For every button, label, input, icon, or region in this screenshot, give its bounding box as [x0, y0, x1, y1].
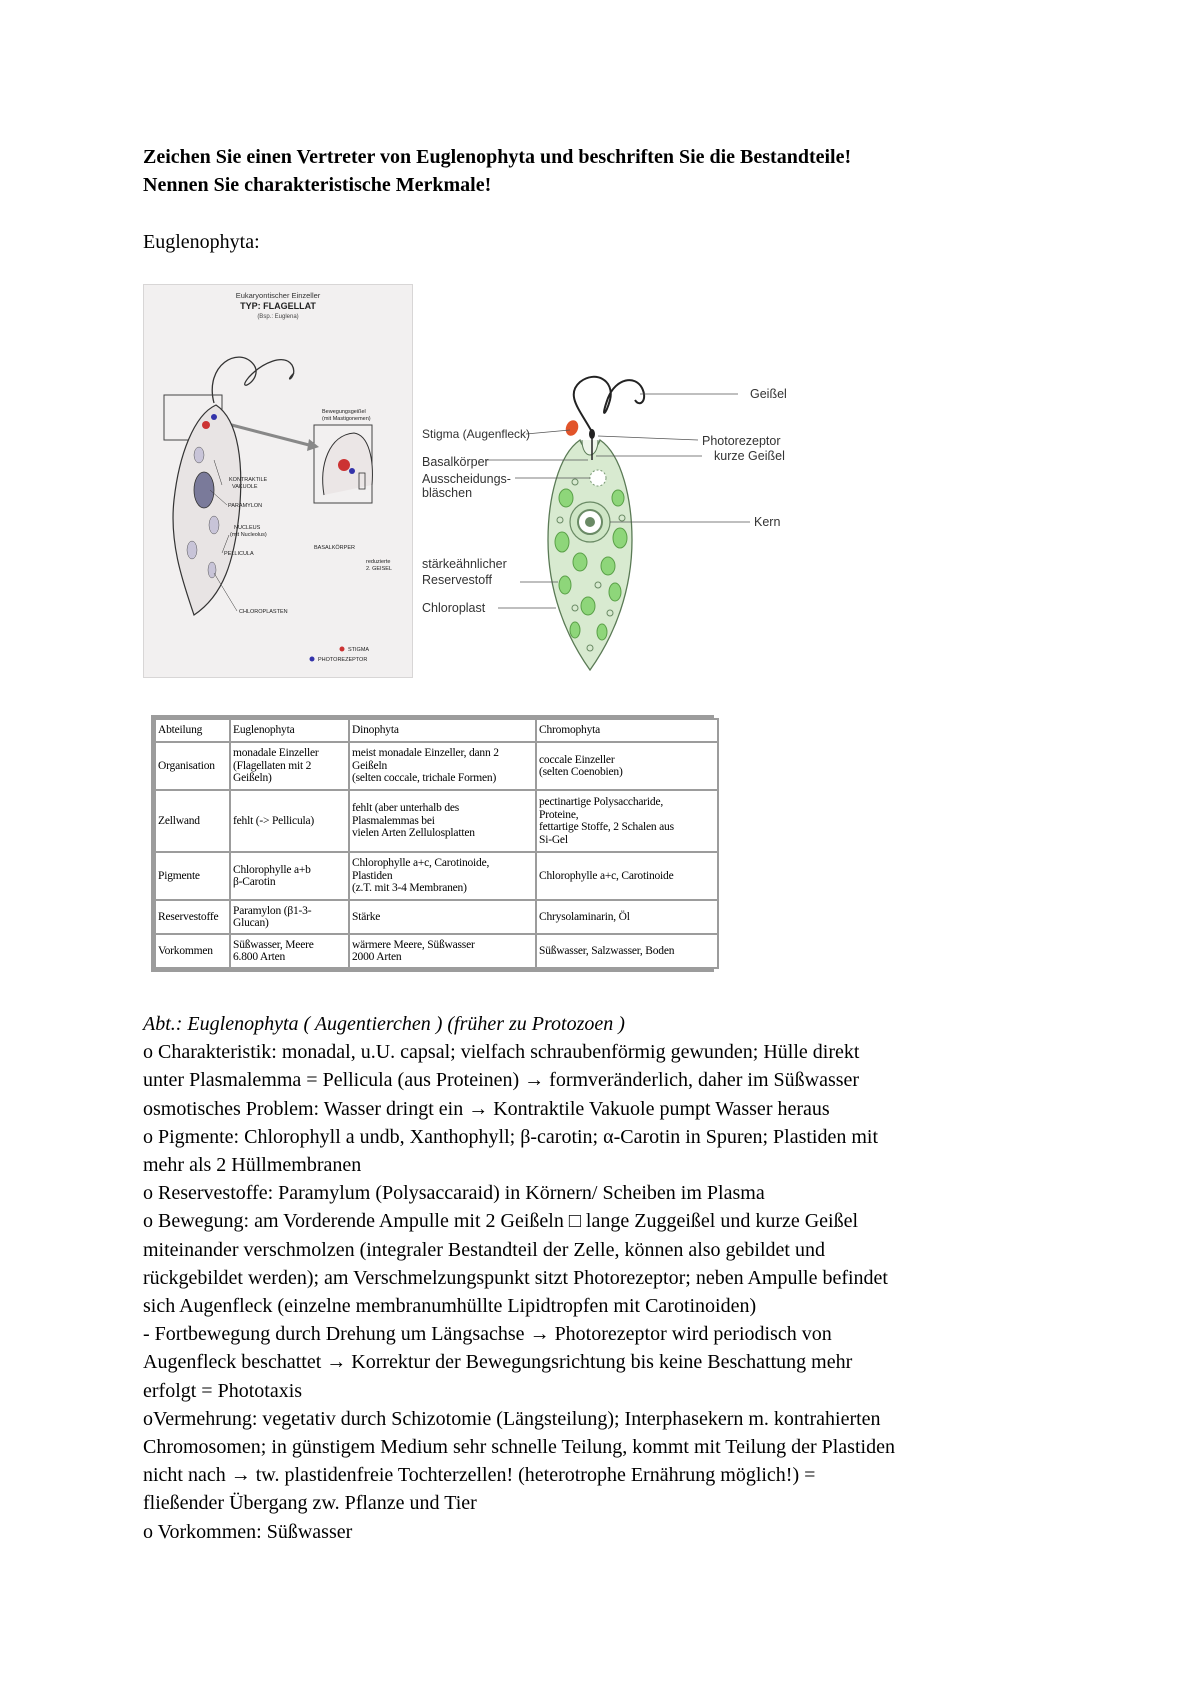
svg-text:(mit Nucleolus): (mit Nucleolus) [230, 532, 267, 538]
text-line: o Pigmente: Chlorophyll a undb, Xanthophyll; β-carotin; α-Carotin in Spuren; Plastiden mit [143, 1125, 879, 1148]
svg-text:bläschen: bläschen [422, 486, 473, 500]
text-line: - Fortbewegung durch Drehung um Längsachse → Photorezeptor wird periodisch von [143, 1323, 832, 1346]
table-cell: coccale Einzeller (selten Coenobien) [537, 743, 717, 789]
table-cell: Stärke [350, 901, 535, 933]
fig1-title-2: TYP: FLAGELLAT [240, 301, 316, 311]
fig1-stigma-dot [202, 421, 210, 429]
fig2-flagellum [574, 377, 644, 432]
table-cell: Chlorophylle a+c, Carotinoide, Plastiden (z.T. mit 3-4 Membranen) [350, 853, 535, 899]
text-line: osmotisches Problem: Wasser dringt ein → Kontraktile Vakuole pumpt Wasser heraus [143, 1097, 830, 1120]
table-cell: Chlorophylle a+b β-Carotin [231, 853, 348, 899]
table-cell: Chrysolaminarin, Öl [537, 901, 717, 933]
fig1-label-basalkoerper: BASALKÖRPER [314, 545, 355, 551]
subheading: Euglenophyta: [143, 231, 260, 253]
fig1-cell-body [173, 405, 241, 615]
section-title: Abt.: Euglenophyta ( Augentierchen ) (früher zu Protozoen ) [143, 1013, 625, 1035]
text-line: o Charakteristik: monadal, u.U. capsal; vielfach schraubenförmig gewunden; Hülle direkt [143, 1041, 860, 1064]
fig2-label-staerke: stärkeähnlicher [422, 557, 507, 571]
fig1-label-bewegung: Bewegungsgeißel [322, 409, 366, 415]
table-row [156, 743, 717, 789]
fig2-chloroplast [559, 489, 573, 507]
row-label: Pigmente [156, 853, 229, 899]
fig2-label-stigma: Stigma (Augenfleck) [422, 427, 531, 441]
fig2-label-basalkoerper: Basalkörper [422, 455, 489, 469]
fig1-label-paramylon: PARAMYLON [228, 503, 263, 509]
table-cell: fehlt (aber unterhalb des Plasmalemmas bei vielen Arten Zellulosplatten [350, 791, 535, 851]
text-line: sich Augenfleck (einzelne membranumhüllte Lipidtropfen mit Carotinoiden) [143, 1295, 757, 1318]
fig2-vacuole [590, 470, 606, 486]
fig1-label-kontraktile: KONTRAKTILE [229, 477, 268, 483]
table-cell: Chlorophylle a+c, Carotinoide [537, 853, 717, 899]
table-header-cell: Dinophyta [350, 720, 535, 741]
fig1-label-photorezeptor: PHOTOREZEPTOR [318, 657, 368, 663]
fig2-cell-body [548, 440, 632, 670]
fig2-label-photorezeptor: Photorezeptor [702, 434, 781, 448]
fig2-stigma [564, 418, 581, 437]
fig1-label-reduzierte: reduzierte [366, 559, 391, 565]
fig1-nucleus [194, 472, 214, 508]
row-label: Organisation [156, 743, 229, 789]
text-line: o Reservestoffe: Paramylum (Polysaccaraid) in Körnern/ Scheiben im Plasma [143, 1182, 765, 1205]
table-row [156, 901, 717, 933]
row-label: Vorkommen [156, 935, 229, 967]
fig1-title-3: (Bsp.: Euglena) [257, 314, 299, 320]
svg-text:(mit Mastigonemen): (mit Mastigonemen) [322, 416, 371, 422]
text-line: erfolgt = Phototaxis [143, 1379, 303, 1402]
table-cell: Paramylon (β1-3- Glucan) [231, 901, 348, 933]
table-cell: fehlt (-> Pellicula) [231, 791, 348, 851]
table-cell: monadale Einzeller (Flagellaten mit 2 Geißeln) [231, 743, 348, 789]
fig2-label-kern: Kern [754, 515, 781, 529]
fig1-flagellum [212, 357, 294, 403]
fig1-label-stigma: STIGMA [348, 647, 370, 653]
text-line: o Vorkommen: Süßwasser [143, 1520, 353, 1543]
fig2-label-ausscheidung: Ausscheidungs- [422, 472, 511, 486]
fig1-label-chloroplasten: CHLOROPLASTEN [239, 609, 288, 615]
table-header-row [156, 720, 717, 741]
heading-line-2: Nennen Sie charakteristische Merkmale! [143, 174, 492, 196]
table-cell: meist monadale Einzeller, dann 2 Geißeln (selten coccale, trichale Formen) [350, 743, 535, 789]
table-cell: Süßwasser, Meere 6.800 Arten [231, 935, 348, 967]
comparison-table-frame [151, 715, 714, 972]
table-header-cell: Euglenophyta [231, 720, 348, 741]
text-line: Chromosomen; in günstigem Medium sehr schnelle Teilung, kommt mit Teilung der Plastiden [143, 1436, 895, 1459]
table-row [156, 853, 717, 899]
row-label: Zellwand [156, 791, 229, 851]
row-label: Reservestoffe [156, 901, 229, 933]
text-line: Augenfleck beschattet → Korrektur der Bewegungsrichtung bis keine Beschattung mehr [143, 1351, 853, 1374]
text-line: rückgebildet werden); am Verschmelzungspunkt sitzt Photorezeptor; neben Ampulle befindet [143, 1266, 888, 1289]
text-line: miteinander verschmolzen (integraler Bestandteil der Zelle, können also gebildet und [143, 1238, 825, 1261]
text-line: oVermehrung: vegetativ durch Schizotomie (Längsteilung); Interphasekern m. kontrahierten [143, 1407, 881, 1430]
text-line: nicht nach → tw. plastidenfreie Tochterzellen! (heterotrophe Ernährung möglich!) = [143, 1464, 816, 1487]
table-header-cell: Abteilung [156, 720, 229, 741]
text-line: o Bewegung: am Vorderende Ampulle mit 2 Geißeln □ lange Zuggeißel und kurze Geißel [143, 1210, 859, 1233]
table-cell: wärmere Meere, Süßwasser 2000 Arten [350, 935, 535, 967]
text-line: unter Plasmalemma = Pellicula (aus Proteinen) → formveränderlich, daher im Süßwasser [143, 1069, 860, 1092]
fig2-label-chloroplast: Chloroplast [422, 601, 486, 615]
comparison-table [154, 718, 719, 969]
heading-line-1: Zeichen Sie einen Vertreter von Euglenophyta und beschriften Sie die Bestandteile! [143, 146, 852, 168]
euglena-diagram [422, 370, 810, 680]
svg-text:Reservestoff: Reservestoff [422, 573, 492, 587]
table-header-cell: Chromophyta [537, 720, 717, 741]
text-line: fließender Übergang zw. Pflanze und Tier [143, 1492, 477, 1515]
fig1-label-pellicula: PELLICULA [224, 551, 254, 557]
fig1-title-1: Eukaryontischer Einzeller [235, 291, 321, 300]
fig2-label-kurze-geissel: kurze Geißel [714, 449, 785, 463]
svg-text:VAKUOLE: VAKUOLE [232, 484, 258, 490]
fig1-label-nucleus: NUCLEUS [234, 525, 261, 531]
description-text [143, 1010, 1103, 1546]
fig1-photoreceptor-dot [211, 414, 217, 420]
table-cell: pectinartige Polysaccharide, Proteine, fettartige Stoffe, 2 Schalen aus Si-Gel [537, 791, 717, 851]
svg-text:2. GEISEL: 2. GEISEL [366, 566, 392, 572]
text-line: mehr als 2 Hüllmembranen [143, 1154, 362, 1177]
flagellat-diagram [143, 284, 413, 678]
table-row [156, 791, 717, 851]
table-cell: Süßwasser, Salzwasser, Boden [537, 935, 717, 967]
fig2-label-geissel: Geißel [750, 387, 787, 401]
table-row [156, 935, 717, 967]
question-heading [143, 143, 1103, 199]
